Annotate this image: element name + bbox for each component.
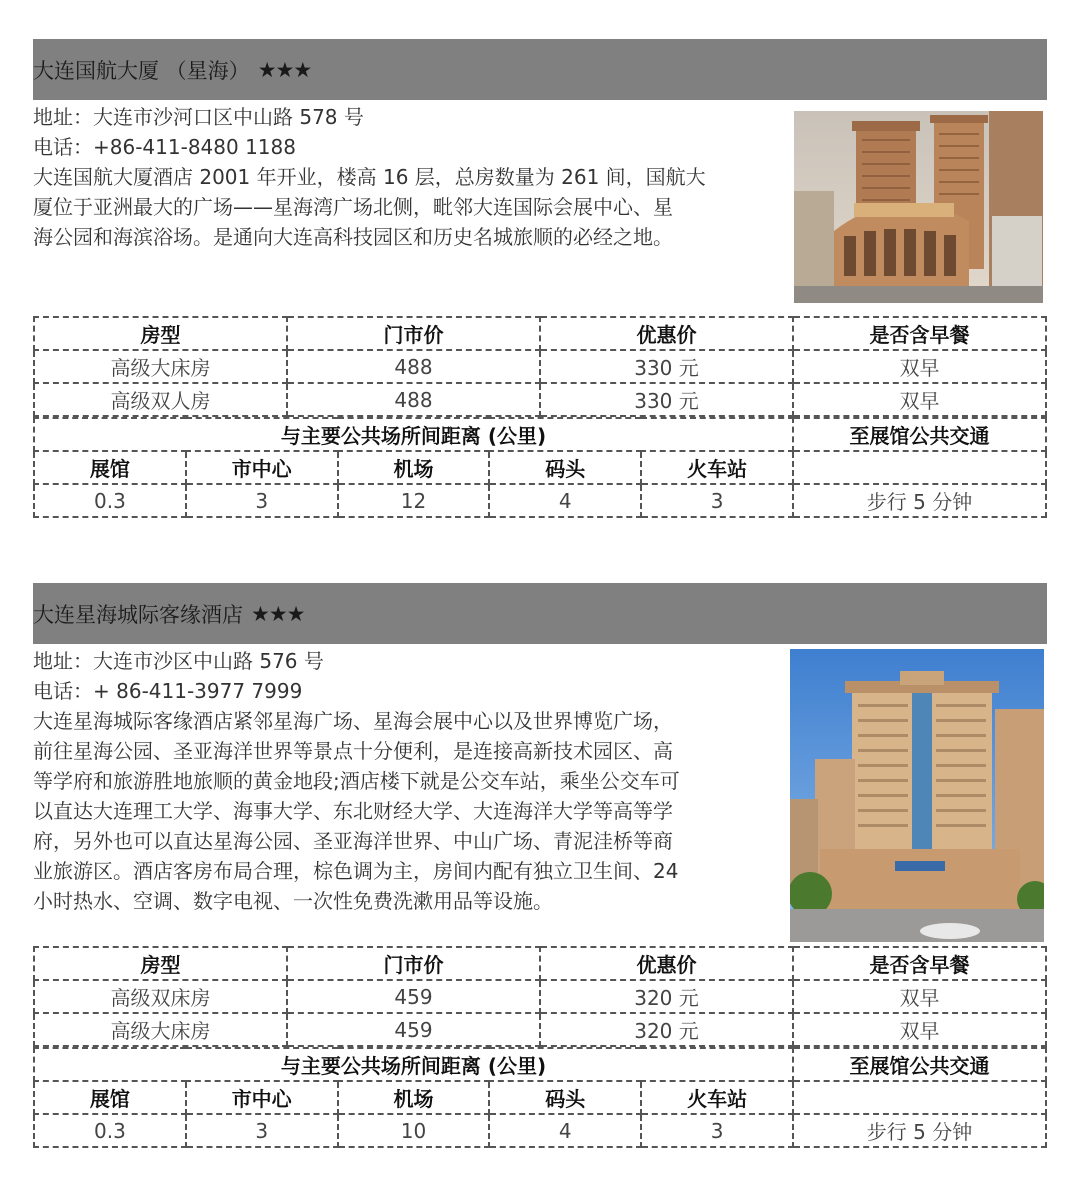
room-price-table [33,316,1047,417]
description-line: 大连国航大厦酒店 2001 年开业，楼高 16 层，总房数量为 261 间，国航大 [33,165,706,189]
description-line: 业旅游区。酒店客房布局合理，棕色调为主，房间内配有独立卫生间、24 [33,859,679,883]
table-header-cell: 火车站 [641,451,793,484]
hotel-phone: 电话：+86-411-8480 1188 [33,135,296,159]
table-cell: 10 [338,1114,490,1147]
hotel-name: 大连星海城际客缘酒店 [33,602,243,627]
table-header-cell [793,451,1046,484]
table-header-cell: 市中心 [186,451,338,484]
description-line: 等学府和旅游胜地旅顺的黄金地段;酒店楼下就是公交车站，乘坐公交车可 [33,769,680,793]
distance-title: 与主要公共场所间距离 (公里) [34,1048,793,1081]
table-cell: 双早 [793,350,1046,383]
hotel-card [33,39,1047,518]
table-cell: 0.3 [34,484,186,517]
description-line: 小时热水、空调、数字电视、一次性免费洗漱用品等设施。 [33,889,553,913]
table-header-cell: 展馆 [34,451,186,484]
transit-title: 至展馆公共交通 [793,418,1046,451]
description-line: 海公园和海滨浴场。是通向大连高科技园区和历史名城旅顺的必经之地。 [33,225,673,249]
description-line: 府，另外也可以直达星海公园、圣亚海洋世界、中山广场、青泥洼桥等商 [33,829,673,853]
hotel-phone: 电话：+ 86-411-3977 7999 [33,679,303,703]
hotel-title-bar [33,583,1047,644]
table-cell: 步行 5 分钟 [793,484,1046,517]
table-header-cell: 优惠价 [540,947,793,980]
description-line: 厦位于亚洲最大的广场——星海湾广场北侧，毗邻大连国际会展中心、星 [33,195,673,219]
table-cell: 高级双床房 [34,980,287,1013]
table-cell: 330 元 [540,350,793,383]
hotel-info [33,644,1047,946]
table-row [34,350,1046,383]
hotel-photo [790,649,1044,942]
table-cell: 12 [338,484,490,517]
distance-table [33,417,1047,518]
table-row [34,484,1046,517]
table-row [34,1013,1046,1046]
table-cell: 4 [489,484,641,517]
table-header-cell: 房型 [34,317,287,350]
transit-title: 至展馆公共交通 [793,1048,1046,1081]
table-header-cell: 火车站 [641,1081,793,1114]
table-cell: 3 [186,484,338,517]
description-line: 大连星海城际客缘酒店紧邻星海广场、星海会展中心以及世界博览广场， [33,709,673,733]
description-line: 以直达大连理工大学、海事大学、东北财经大学、大连海洋大学等高等学 [33,799,673,823]
table-header-cell: 机场 [338,451,490,484]
table-row [34,980,1046,1013]
table-cell: 步行 5 分钟 [793,1114,1046,1147]
star-rating: ★★★ [257,57,312,82]
hotel-card [33,583,1047,1148]
table-cell: 488 [287,350,540,383]
table-cell: 高级双人房 [34,383,287,416]
table-cell: 双早 [793,980,1046,1013]
table-header-cell: 码头 [489,451,641,484]
table-cell: 4 [489,1114,641,1147]
table-row [34,383,1046,416]
hotel-address: 地址：大连市沙河口区中山路 578 号 [33,105,364,129]
table-header-cell: 码头 [489,1081,641,1114]
table-cell: 330 元 [540,383,793,416]
hotel-title-bar [33,39,1047,100]
room-price-table [33,946,1047,1047]
table-header-cell: 机场 [338,1081,490,1114]
distance-table [33,1047,1047,1148]
table-cell: 3 [641,1114,793,1147]
table-row [34,1114,1046,1147]
table-cell: 双早 [793,1013,1046,1046]
hotel-info [33,100,1047,316]
description-line: 前往星海公园、圣亚海洋世界等景点十分便利，是连接高新技术园区、高 [33,739,673,763]
table-header-cell: 门市价 [287,317,540,350]
table-cell: 320 元 [540,980,793,1013]
table-cell: 459 [287,1013,540,1046]
distance-title: 与主要公共场所间距离 (公里) [34,418,793,451]
table-header-cell: 房型 [34,947,287,980]
table-cell: 0.3 [34,1114,186,1147]
hotel-name: 大连国航大厦 （星海） [33,58,250,83]
table-cell: 320 元 [540,1013,793,1046]
table-cell: 488 [287,383,540,416]
table-header-cell: 优惠价 [540,317,793,350]
table-header-cell: 展馆 [34,1081,186,1114]
table-header-cell: 是否含早餐 [793,947,1046,980]
table-cell: 459 [287,980,540,1013]
hotel-photo [794,111,1043,303]
table-header-cell: 市中心 [186,1081,338,1114]
table-header-cell: 是否含早餐 [793,317,1046,350]
hotel-address: 地址：大连市沙区中山路 576 号 [33,649,324,673]
table-cell: 高级大床房 [34,1013,287,1046]
table-header-cell: 门市价 [287,947,540,980]
table-cell: 高级大床房 [34,350,287,383]
table-cell: 双早 [793,383,1046,416]
table-cell: 3 [641,484,793,517]
table-cell: 3 [186,1114,338,1147]
star-rating: ★★★ [251,601,305,626]
table-header-cell [793,1081,1046,1114]
